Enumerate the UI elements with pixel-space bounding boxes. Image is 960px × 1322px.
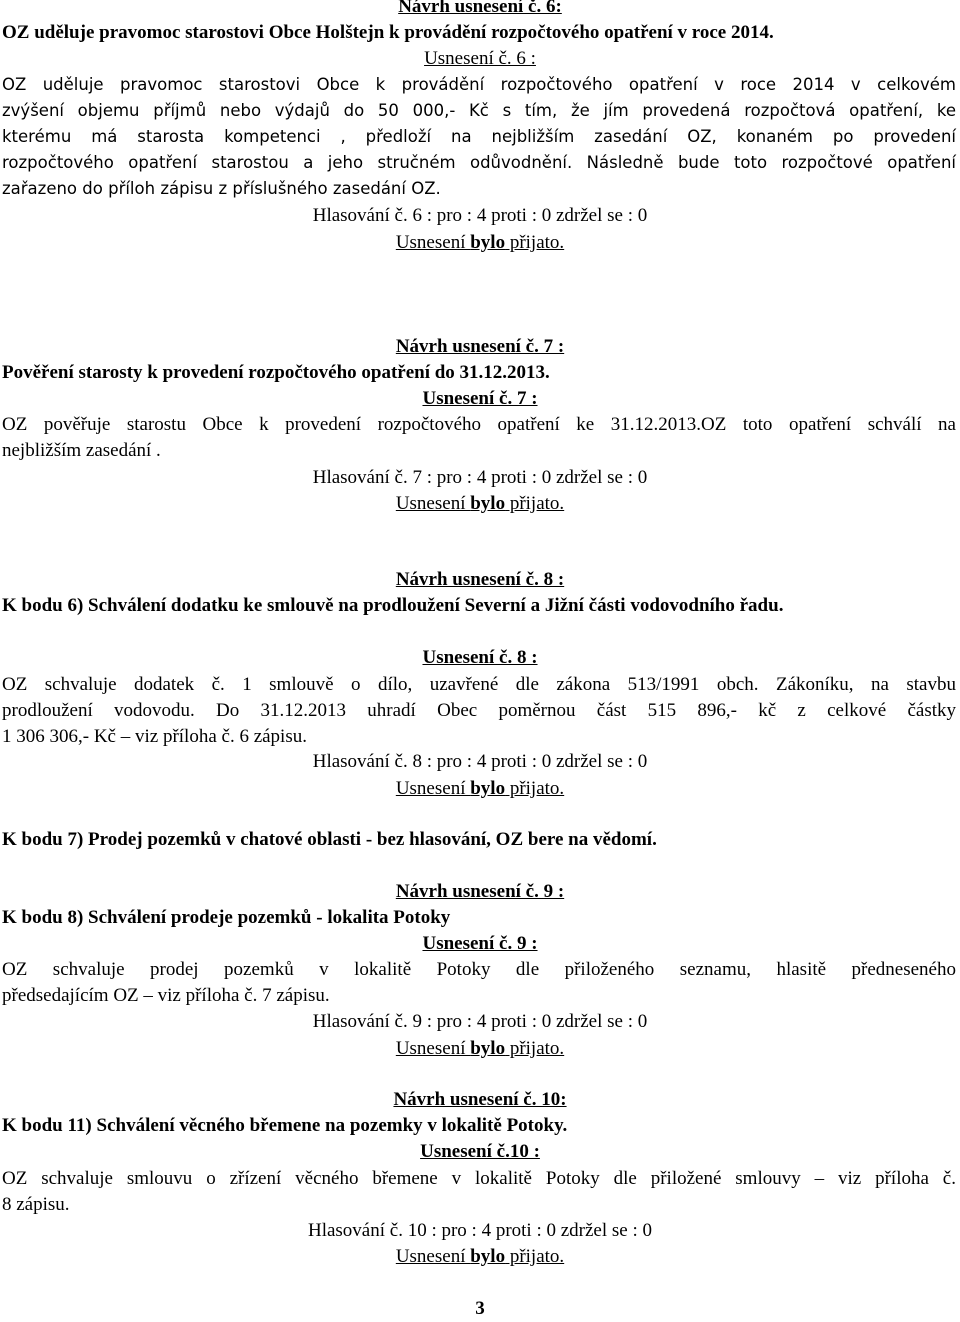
s8-title: K bodu 6) Schválení dodatku ke smlouvě na prodloužení Severní a Jižní části vodovodního řadu. [2, 595, 784, 616]
result-text: Usnesení [395, 1038, 471, 1059]
page-number: 3 [475, 1298, 485, 1319]
s9-usneseni-heading: Usnesení č. 9 : [422, 933, 538, 954]
s10-title: K bodu 11) Schválení věcného břemene na pozemky v lokalitě Potoky. [2, 1115, 568, 1136]
result-text: přijato. [505, 232, 565, 253]
s6-text-line: rozpočtového opatření starostou a jeho stručném odůvodnění. Následně bude toto rozpočtové opatření [2, 153, 956, 172]
s8-text-line: OZ schvaluje dodatek č. 1 smlouvě o dílo, uzavřené dle zákona 513/1991 obch. Zákoníku, na stavbu [2, 674, 956, 695]
s6-text-line: zvýšení objemu příjmů nebo výdajů do 50 000,- Kč s tím, že jím provedená rozpočtová opatření, ke [2, 101, 956, 120]
s10-text-line: OZ schvaluje smlouvu o zřízení věcného břemene v lokalitě Potoky dle přiložené smlouvy – viz příloha č. [2, 1168, 956, 1189]
s9-navrh-heading: Návrh usnesení č. 9 : [395, 881, 565, 902]
s7-text-line: OZ pověřuje starostu Obce k provedení rozpočtového opatření ke 31.12.2013.OZ toto opatření schválí na [2, 414, 956, 435]
s10-text-line: 8 zápisu. [2, 1194, 70, 1215]
result-text: přijato. [505, 493, 565, 514]
s7-result [0, 491, 960, 517]
s10-usneseni-heading: Usnesení č.10 : [420, 1141, 540, 1162]
s9-vote: Hlasování č. 9 : pro : 4 proti : 0 zdržel se : 0 [312, 1011, 648, 1032]
result-text-bold: bylo [470, 232, 506, 253]
result-text-bold: bylo [470, 1038, 506, 1059]
result-text: přijato. [505, 1246, 565, 1267]
s6-text-line: OZ uděluje pravomoc starostovi Obce k provádění rozpočtového opatření v roce 2014 v celkovém [2, 75, 956, 94]
s9-text-line: předsedajícím OZ – viz příloha č. 7 zápisu. [2, 985, 330, 1006]
s10-result [0, 1244, 960, 1270]
s6-result [0, 230, 960, 256]
s9-result [0, 1036, 960, 1062]
s10-navrh-heading: Návrh usnesení č. 10: [393, 1089, 567, 1110]
s8-usneseni-heading: Usnesení č. 8 : [422, 647, 538, 668]
result-text: Usnesení [395, 493, 471, 514]
s6-title: OZ uděluje pravomoc starostovi Obce Holštejn k provádění rozpočtového opatření v roce 2014. [2, 22, 774, 43]
s7-navrh-heading: Návrh usnesení č. 7 : [395, 336, 565, 357]
s8-text-line: prodloužení vodovodu. Do 31.12.2013 uhradí Obec poměrnou část 515 896,- kč z celkové částky [2, 700, 956, 721]
s8-text-line: 1 306 306,- Kč – viz příloha č. 6 zápisu. [2, 726, 307, 747]
s7-usneseni-heading: Usnesení č. 7 : [422, 388, 538, 409]
result-text: Usnesení [395, 1246, 471, 1267]
result-text: přijato. [505, 1038, 565, 1059]
s6-text-line: zařazeno do příloh zápisu z příslušného zasedání OZ. [2, 179, 441, 198]
s6-navrh-heading: Návrh usnesení č. 6: [398, 0, 562, 17]
s8-navrh-heading: Návrh usnesení č. 8 : [395, 569, 565, 590]
result-text: přijato. [505, 778, 565, 799]
result-text-bold: bylo [470, 493, 506, 514]
s9-title: K bodu 8) Schválení prodeje pozemků - lokalita Potoky [2, 907, 451, 928]
bod7-statement: K bodu 7) Prodej pozemků v chatové oblasti - bez hlasování, OZ bere na vědomí. [2, 829, 657, 850]
s7-text-line: nejbližším zasedání . [2, 440, 161, 461]
result-text-bold: bylo [470, 778, 506, 799]
s8-result [0, 776, 960, 802]
s9-text-line: OZ schvaluje prodej pozemků v lokalitě Potoky dle přiloženého seznamu, hlasitě předneseného [2, 959, 956, 980]
s6-usneseni-heading: Usnesení č. 6 : [424, 48, 536, 69]
s8-vote: Hlasování č. 8 : pro : 4 proti : 0 zdržel se : 0 [312, 751, 648, 772]
result-text: Usnesení [395, 778, 471, 799]
s7-vote: Hlasování č. 7 : pro : 4 proti : 0 zdržel se : 0 [312, 467, 648, 488]
s10-vote: Hlasování č. 10 : pro : 4 proti : 0 zdržel se : 0 [307, 1220, 653, 1241]
s6-vote: Hlasování č. 6 : pro : 4 proti : 0 zdržel se : 0 [312, 205, 648, 226]
result-text: Usnesení [395, 232, 471, 253]
s7-title: Pověření starosty k provedení rozpočtového opatření do 31.12.2013. [2, 362, 550, 383]
s6-text-line: kterému má starosta kompetenci , předloží na nejbližším zasedání OZ, konaném po provedení [2, 127, 956, 146]
result-text-bold: bylo [470, 1246, 506, 1267]
